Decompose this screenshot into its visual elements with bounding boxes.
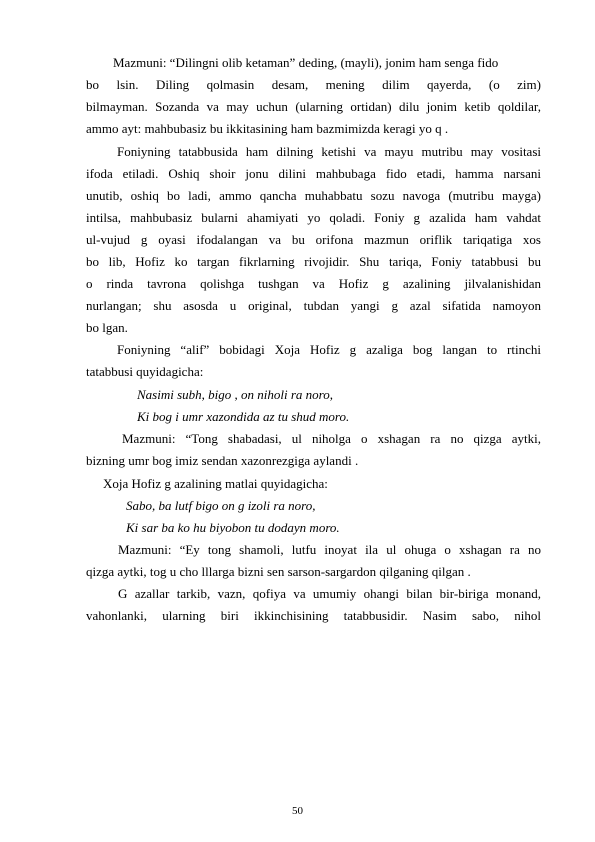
text-line: ammo ayt: mahbubasiz bu ikkitasining ham bazmimizda keragi yo q . bbox=[86, 121, 449, 136]
text-line: Mazmuni: “Ey tong shamoli, lutfu inoyat ila ul ohuga o xshagan ra no bbox=[118, 542, 541, 557]
page-number: 50 bbox=[292, 805, 303, 817]
text-line: intilsa, mahbubasiz bularni ahamiyati yo qoladi. Foniy g azalida ham vahdat bbox=[86, 210, 541, 225]
text-line: qizga aytki, tog u cho lllarga bizni sen sarson-sargardon qilganing qilgan . bbox=[86, 564, 471, 579]
text-line: Xoja Hofiz g azalining matlai quyidagicha: bbox=[103, 476, 328, 491]
text-line: bizning umr bog imiz sendan xazonrezgiga aylandi . bbox=[86, 453, 359, 468]
text-line: bo lgan. bbox=[86, 320, 128, 335]
text-line: Mazmuni: “Tong shabadasi, ul niholga o xshagan ra no qizga aytki, bbox=[122, 431, 541, 446]
text-line: nurlangan; shu asosda u original, tubdan yangi g azal sifatida namoyon bbox=[86, 298, 541, 313]
text-line: bilmayman. Sozanda va may uchun (ularning ortidan) dilu jonim ketib qoldilar, bbox=[86, 99, 541, 114]
text-line: bo lsin. Diling qolmasin desam, mening dilim qayerda, (o zim) bbox=[86, 77, 541, 92]
text-line: vahonlanki, ularning biri ikkinchisining tatabbusidir. Nasim sabo, nihol bbox=[86, 608, 541, 623]
verse-line: Ki bog i umr xazondida az tu shud moro. bbox=[137, 409, 350, 424]
text-line: ifoda etiladi. Oshiq shoir jonu dilini mahbubaga fido etadi, hamma narsani bbox=[86, 166, 541, 181]
text-line: Foniyning tatabbusida ham dilning ketishi va mayu mutribu may vositasi bbox=[117, 144, 541, 159]
text-line: Mazmuni: “Dilingni olib ketaman” deding, (mayli), jonim ham senga fido bbox=[113, 55, 499, 70]
text-line: ul-vujud g oyasi ifodalangan va bu orifona mazmun oriflik tariqatiga xos bbox=[86, 232, 541, 247]
text-line: unutib, oshiq bo ladi, ammo qancha muhabbatu sozu navoga (mutribu mayga) bbox=[86, 188, 541, 203]
text-line: bo lib, Hofiz ko targan fikrlarning rivojidir. Shu tariqa, Foniy tatabbusi bu bbox=[86, 254, 541, 269]
text-line: Foniyning “alif” bobidagi Xoja Hofiz g azaliga bog langan to rtinchi bbox=[117, 342, 541, 357]
text-line: o rinda tavrona qolishga tushgan va Hofiz g azalining jilvalanishidan bbox=[86, 276, 541, 291]
verse-line: Nasimi subh, bigo , on niholi ra noro, bbox=[137, 387, 333, 402]
verse-line: Ki sar ba ko hu biyobon tu dodayn moro. bbox=[126, 520, 340, 535]
text-line: G azallar tarkib, vazn, qofiya va umumiy ohangi bilan bir-biriga monand, bbox=[118, 586, 541, 601]
text-line: tatabbusi quyidagicha: bbox=[86, 364, 204, 379]
verse-line: Sabo, ba lutf bigo on g izoli ra noro, bbox=[126, 498, 316, 513]
